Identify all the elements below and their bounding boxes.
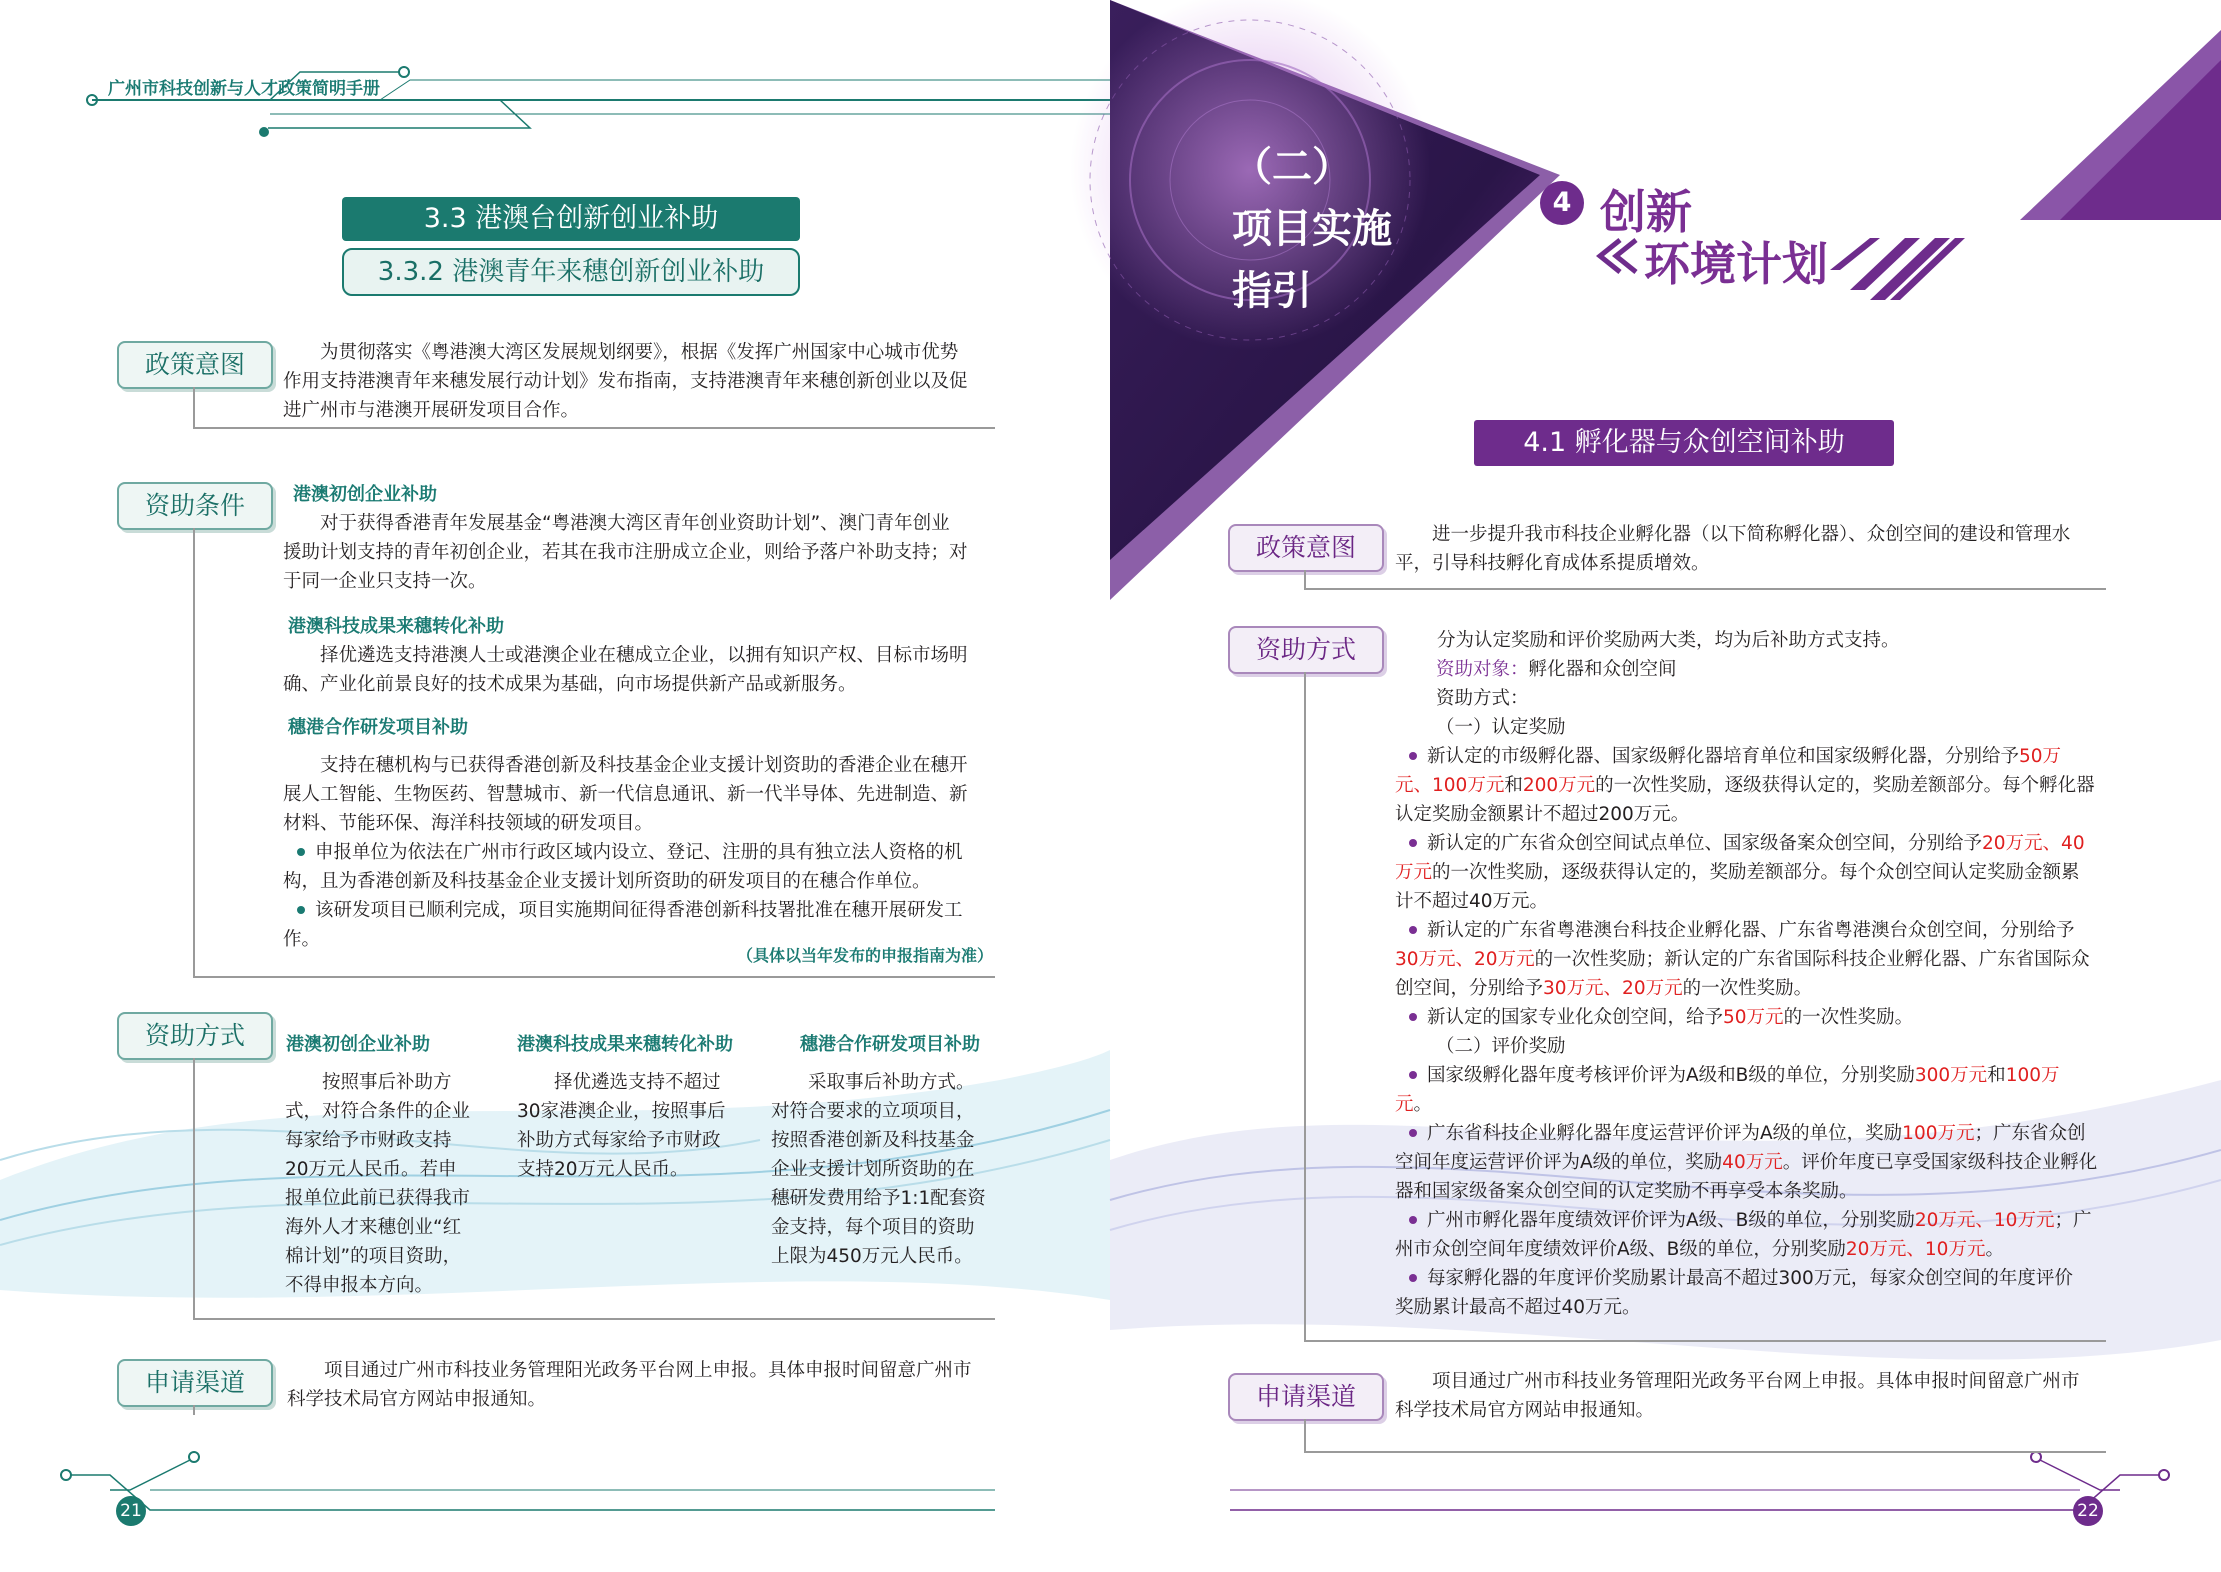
bullet-icon [1409,1071,1417,1079]
cat-recognition: （一）认定奖励 [1436,717,1566,738]
cat-evaluation: （二）评价奖励 [1436,1036,1566,1057]
bullet-3: 新认定的广东省粤港澳台科技企业孵化器、广东省粤港澳台众创空间，分别给予 30万元、20万元的一次性奖励；新认定的广东省国际科技企业孵化器、广东省国际众 创空间，分别给予30万元、20万元的一次性奖励。 [1395,920,2090,999]
funding-methods-label: 资助方式 [1228,626,1384,674]
bullet-5: 国家级孵化器年度考核评价评为A级和B级的单位，分别奖励300万元和100万 元。 [1395,1065,2060,1115]
fund-col-3-heading: 穗港合作研发项目补助 [800,1034,980,1055]
chapter-number: 4 [1552,187,1572,218]
bullet-icon [297,906,305,914]
apply-channel-label: 申请渠道 [1228,1373,1384,1421]
cond-text-transfer: 择优遴选支持港澳人士或港澳企业在穗成立企业，以拥有知识产权、目标市场明 确、产业化前景良好的技术成果为基础，向市场提供新产品或新服务。 [283,645,968,695]
subsection-title: 3.3.2 港澳青年来穗创新创业补助 [342,248,800,296]
part-banner: （二） 项目实施 指引 [1232,144,1392,314]
cond-heading-rnd: 穗港合作研发项目补助 [288,717,468,738]
cond-heading-startup: 港澳初创企业补助 [293,484,437,505]
fund-col-2-heading: 港澳科技成果来穗转化补助 [517,1034,733,1055]
bullet-1: 新认定的市级孵化器、国家级孵化器培育单位和国家级孵化器，分别给予50万 元、100万元和200万元的一次性奖励，逐级获得认定的，奖励差额部分。每个孵化器 认定奖励金额累计不超过200万元。 [1395,746,2095,825]
fund-intro: 分为认定奖励和评价奖励两大类，均为后补助方式支持。 [1400,630,1900,651]
chapter-title-1: 创新 [1600,185,1692,239]
cond-note: （具体以当年发布的申报指南为准） [737,946,994,965]
fund-col-1-text: 按照事后补助方 式，对符合条件的企业 每家给予市财政支持 20万元人民币。若申 报单位此前已获得我市 海外人才来穗创业“红 棉计划”的项目资助， 不得申报本方向。 [285,1072,471,1296]
policy-intent-text: 进一步提升我市科技企业孵化器（以下简称孵化器）、众创空间的建设和管理水 平，引导科技孵化育成体系提质增效。 [1395,524,2071,574]
bullet-6: 广东省科技企业孵化器年度运营评价评为A级的单位，奖励100万元；广东省众创 空间年度运营评价评为A级的单位，奖励40万元。评价年度已享受国家级科技企业孵化 器和国家级备案众创空间的认定奖励不再享受本条奖励。 [1395,1123,2098,1202]
bullet-7: 广州市孵化器年度绩效评价评为A级、B级的单位，分别奖励20万元、10万元；广 州市众创空间年度绩效评价A级、B级的单位，分别奖励20万元、10万元。 [1395,1210,2092,1260]
funding-conditions-label: 资助条件 [117,482,273,530]
fund-col-1-heading: 港澳初创企业补助 [286,1034,430,1055]
bullet-icon [297,848,305,856]
fund-col-3-text: 采取事后补助方式。 对符合要求的立项项目， 按照香港创新及科技基金 企业支援计划所资助的在 穗研发费用给予1:1配套资 金支持，每个项目的资助 上限为450万元人民币。 [771,1072,986,1267]
funding-methods-label: 资助方式 [117,1012,273,1060]
bullet-2: 新认定的广东省众创空间试点单位、国家级备案众创空间，分别给予20万元、40 万元的一次性奖励，逐级获得认定的，奖励差额部分。每个众创空间认定奖励金额累 计不超过40万元。 [1395,833,2085,912]
chapter-title-2: 环境计划 [1644,237,1828,291]
bullet-icon [1409,1013,1417,1021]
bullet-icon [1409,1216,1417,1224]
bullet-icon [1409,1129,1417,1137]
handbook-title: 广州市科技创新与人才政策简明手册 [108,79,380,99]
fund-method-label: 资助方式： [1436,688,1529,709]
fund-col-2-text: 择优遴选支持不超过 30家港澳企业，按照事后 补助方式每家给予市财政 支持20万元人民币。 [517,1072,726,1180]
bullet-icon [1409,839,1417,847]
cond-text-rnd: 支持在穗机构与已获得香港创新及科技基金企业支援计划资助的香港企业在穗开 展人工智能、生物医药、智慧城市、新一代信息通讯、新一代半导体、先进制造、新 材料、节能环保、海洋科技领域的研发项目。 [283,755,968,834]
section-title: 4.1 孵化器与众创空间补助 [1474,420,1894,466]
policy-intent-label: 政策意图 [1228,524,1384,572]
cond-bullet-1: 申报单位为依法在广州市行政区域内设立、登记、注册的具有独立法人资格的机 构，且为香港创新及科技基金企业支援计划所资助的研发项目的在穗合作单位。 [283,842,963,892]
bullet-icon [1409,1274,1417,1282]
apply-channel-label: 申请渠道 [117,1359,273,1407]
bullet-8: 每家孵化器的年度评价奖励累计最高不超过300万元，每家众创空间的年度评价 奖励累计最高不超过40万元。 [1395,1268,2073,1318]
bullet-icon [1409,926,1417,934]
apply-channel-text: 项目通过广州市科技业务管理阳光政务平台网上申报。具体申报时间留意广州市 科学技术局官方网站申报通知。 [1395,1371,2080,1421]
page-number: 22 [2073,1496,2103,1526]
apply-channel-text: 项目通过广州市科技业务管理阳光政务平台网上申报。具体申报时间留意广州市 科学技术局官方网站申报通知。 [287,1360,972,1410]
section-title: 3.3 港澳台创新创业补助 [342,197,800,241]
bullet-icon [1409,752,1417,760]
cond-bullet-2: 该研发项目已顺利完成，项目实施期间征得香港创新科技署批准在穗开展研发工 作。 [283,900,963,950]
bullet-4: 新认定的国家专业化众创空间，给予50万元的一次性奖励。 [1395,1003,2110,1032]
cond-text-startup: 对于获得香港青年发展基金“粤港澳大湾区青年创业资助计划”、澳门青年创业 援助计划支持的青年初创企业，若其在我市注册成立企业，则给予落户补助支持；对 于同一企业只支持一次。 [283,513,968,592]
page-number: 21 [116,1496,146,1526]
policy-intent-label: 政策意图 [117,341,273,389]
fund-target: 资助对象：孵化器和众创空间 [1436,659,1677,680]
policy-intent-text: 为贯彻落实《粤港澳大湾区发展规划纲要》，根据《发挥广州国家中心城市优势 作用支持港澳青年来穗发展行动计划》发布指南，支持港澳青年来穗创新创业以及促 进广州市与港澳开展研发项目合作。 [283,342,968,421]
cond-heading-transfer: 港澳科技成果来穗转化补助 [288,616,504,637]
